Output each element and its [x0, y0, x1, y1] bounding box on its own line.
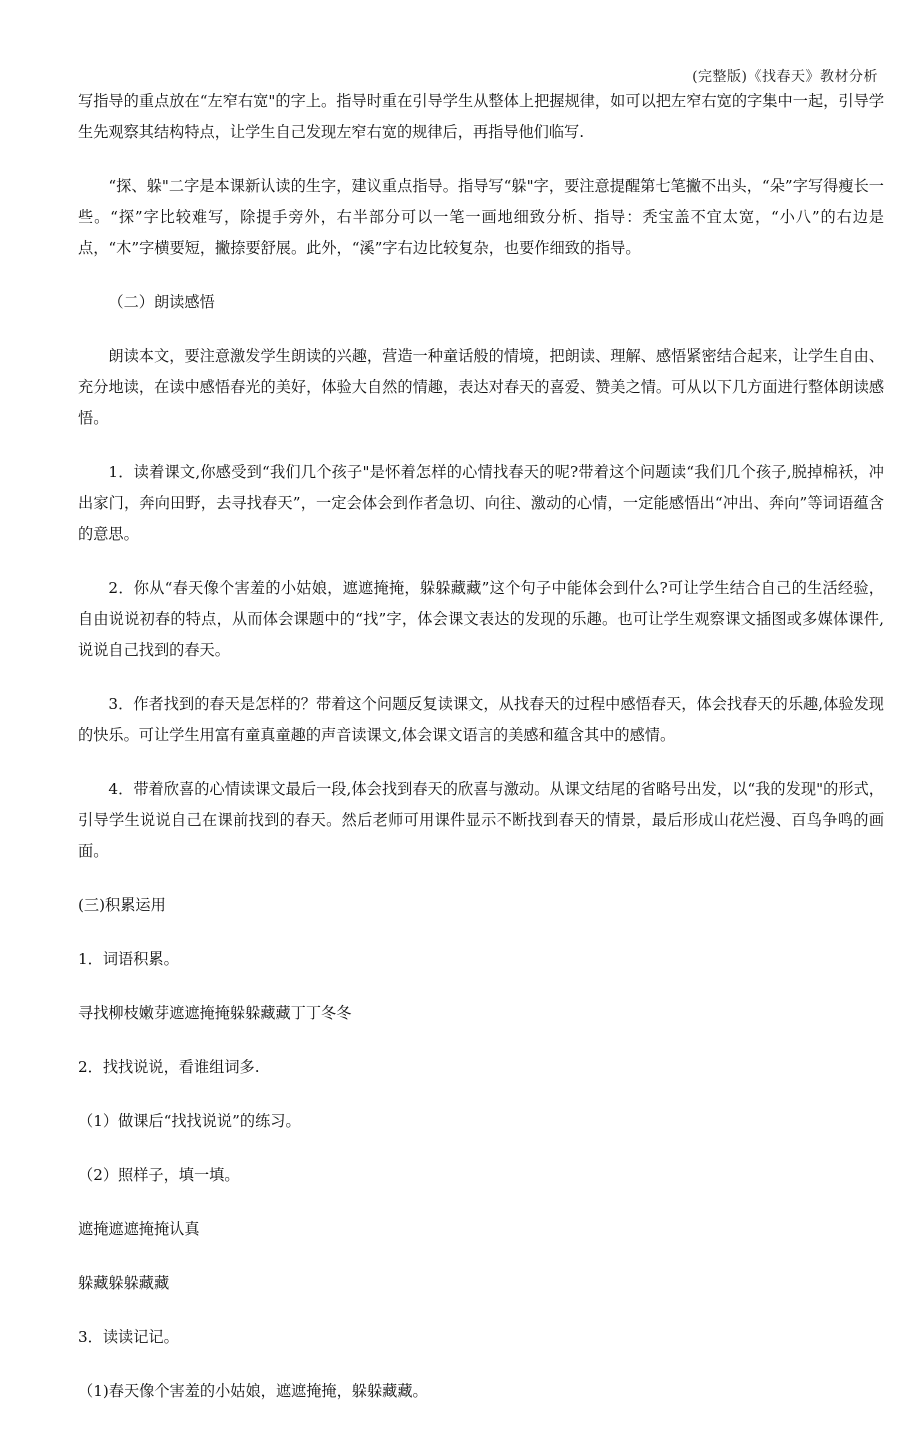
list-line-exercise-2: （2）照样子，填一填。 [78, 1166, 240, 1184]
paragraph-new-characters: “探、躲"二字是本课新认读的生字，建议重点指导。指导写“躲"字，要注意提醒第七笔撇不出头，“朵”字写得瘦长一些。“探”字比较难写，除提手旁外，右半部分可以一笔一画地细致分析、指导：秃宝盖不宜太宽，“小八”的右边是点，“木”字横要短，撇捺要舒展。此外，“溪”字右边比较复杂，也要作细致的指导。 [78, 177, 884, 257]
paragraph-reading-intro: 朗读本文，要注意激发学生朗读的兴趣，营造一种童话般的情境，把朗读、理解、感悟紧密结合起来，让学生自由、充分地读，在读中感悟春光的美好，体验大自然的情趣，表达对春天的喜爱、赞美之情。可从以下几方面进行整体朗读感悟。 [78, 347, 884, 427]
list-line-vocab: 1．词语积累。 [78, 950, 179, 968]
list-line-find-say: 2．找找说说，看谁组词多. [78, 1058, 260, 1076]
list-line-words: 寻找柳枝嫩芽遮遮掩掩躲躲藏藏丁丁冬冬 [78, 1004, 352, 1022]
paragraph-item-3: 3．作者找到的春天是怎样的？带着这个问题反复读课文，从找春天的过程中感悟春天，体会找春天的乐趣,体验发现的快乐。可让学生用富有童真童趣的声音读课文,体会课文语言的美感和蕴含其中的感情。 [78, 695, 884, 744]
list-line-sentence-1: （1)春天像个害羞的小姑娘，遮遮掩掩，躲躲藏藏。 [78, 1382, 428, 1400]
section-heading-accumulation: (三)积累运用 [78, 896, 166, 914]
list-line-exercise-1: （1）做课后“找找说说”的练习。 [78, 1112, 301, 1130]
paragraph-item-1: 1．读着课文,你感受到“我们几个孩子"是怀着怎样的心情找春天的呢?带着这个问题读“我们几个孩子,脱掉棉袄，冲出家门，奔向田野，去寻找春天”，一定会体会到作者急切、向往、激动的心情，一定能感悟出“冲出、奔向”等词语蕴含的意思。 [78, 463, 884, 543]
paragraph-item-4: 4．带着欣喜的心情读课文最后一段,体会找到春天的欣喜与激动。从课文结尾的省略号出发，以“我的发现"的形式，引导学生说说自己在课前找到的春天。然后老师可用课件显示不断找到春天的情景，最后形成山花烂漫、百鸟争鸣的画面。 [78, 780, 884, 860]
list-line-example-2: 躲藏躲躲藏藏 [78, 1274, 170, 1292]
list-line-example-1: 遮掩遮遮掩掩认真 [78, 1220, 200, 1238]
paragraph-writing-guidance: 写指导的重点放在“左窄右宽"的字上。指导时重在引导学生从整体上把握规律，如可以把左窄右宽的字集中一起，引导学生先观察其结构特点，让学生自己发现左窄右宽的规律后，再指导他们临写. [78, 92, 884, 141]
document-body [78, 86, 884, 1430]
section-heading-reading: （二）朗读感悟 [108, 293, 215, 311]
paragraph-item-2: 2．你从“春天像个害羞的小姑娘，遮遮掩掩，躲躲藏藏”这个句子中能体会到什么?可让学生结合自己的生活经验，自由说说初春的特点，从而体会课题中的“找”字，体会课文表达的发现的乐趣。也可让学生观察课文插图或多媒体课件,说说自己找到的春天。 [78, 579, 884, 659]
list-line-read-remember: 3．读读记记。 [78, 1328, 179, 1346]
page-header-title: (完整版)《找春天》教材分析 [692, 69, 878, 85]
